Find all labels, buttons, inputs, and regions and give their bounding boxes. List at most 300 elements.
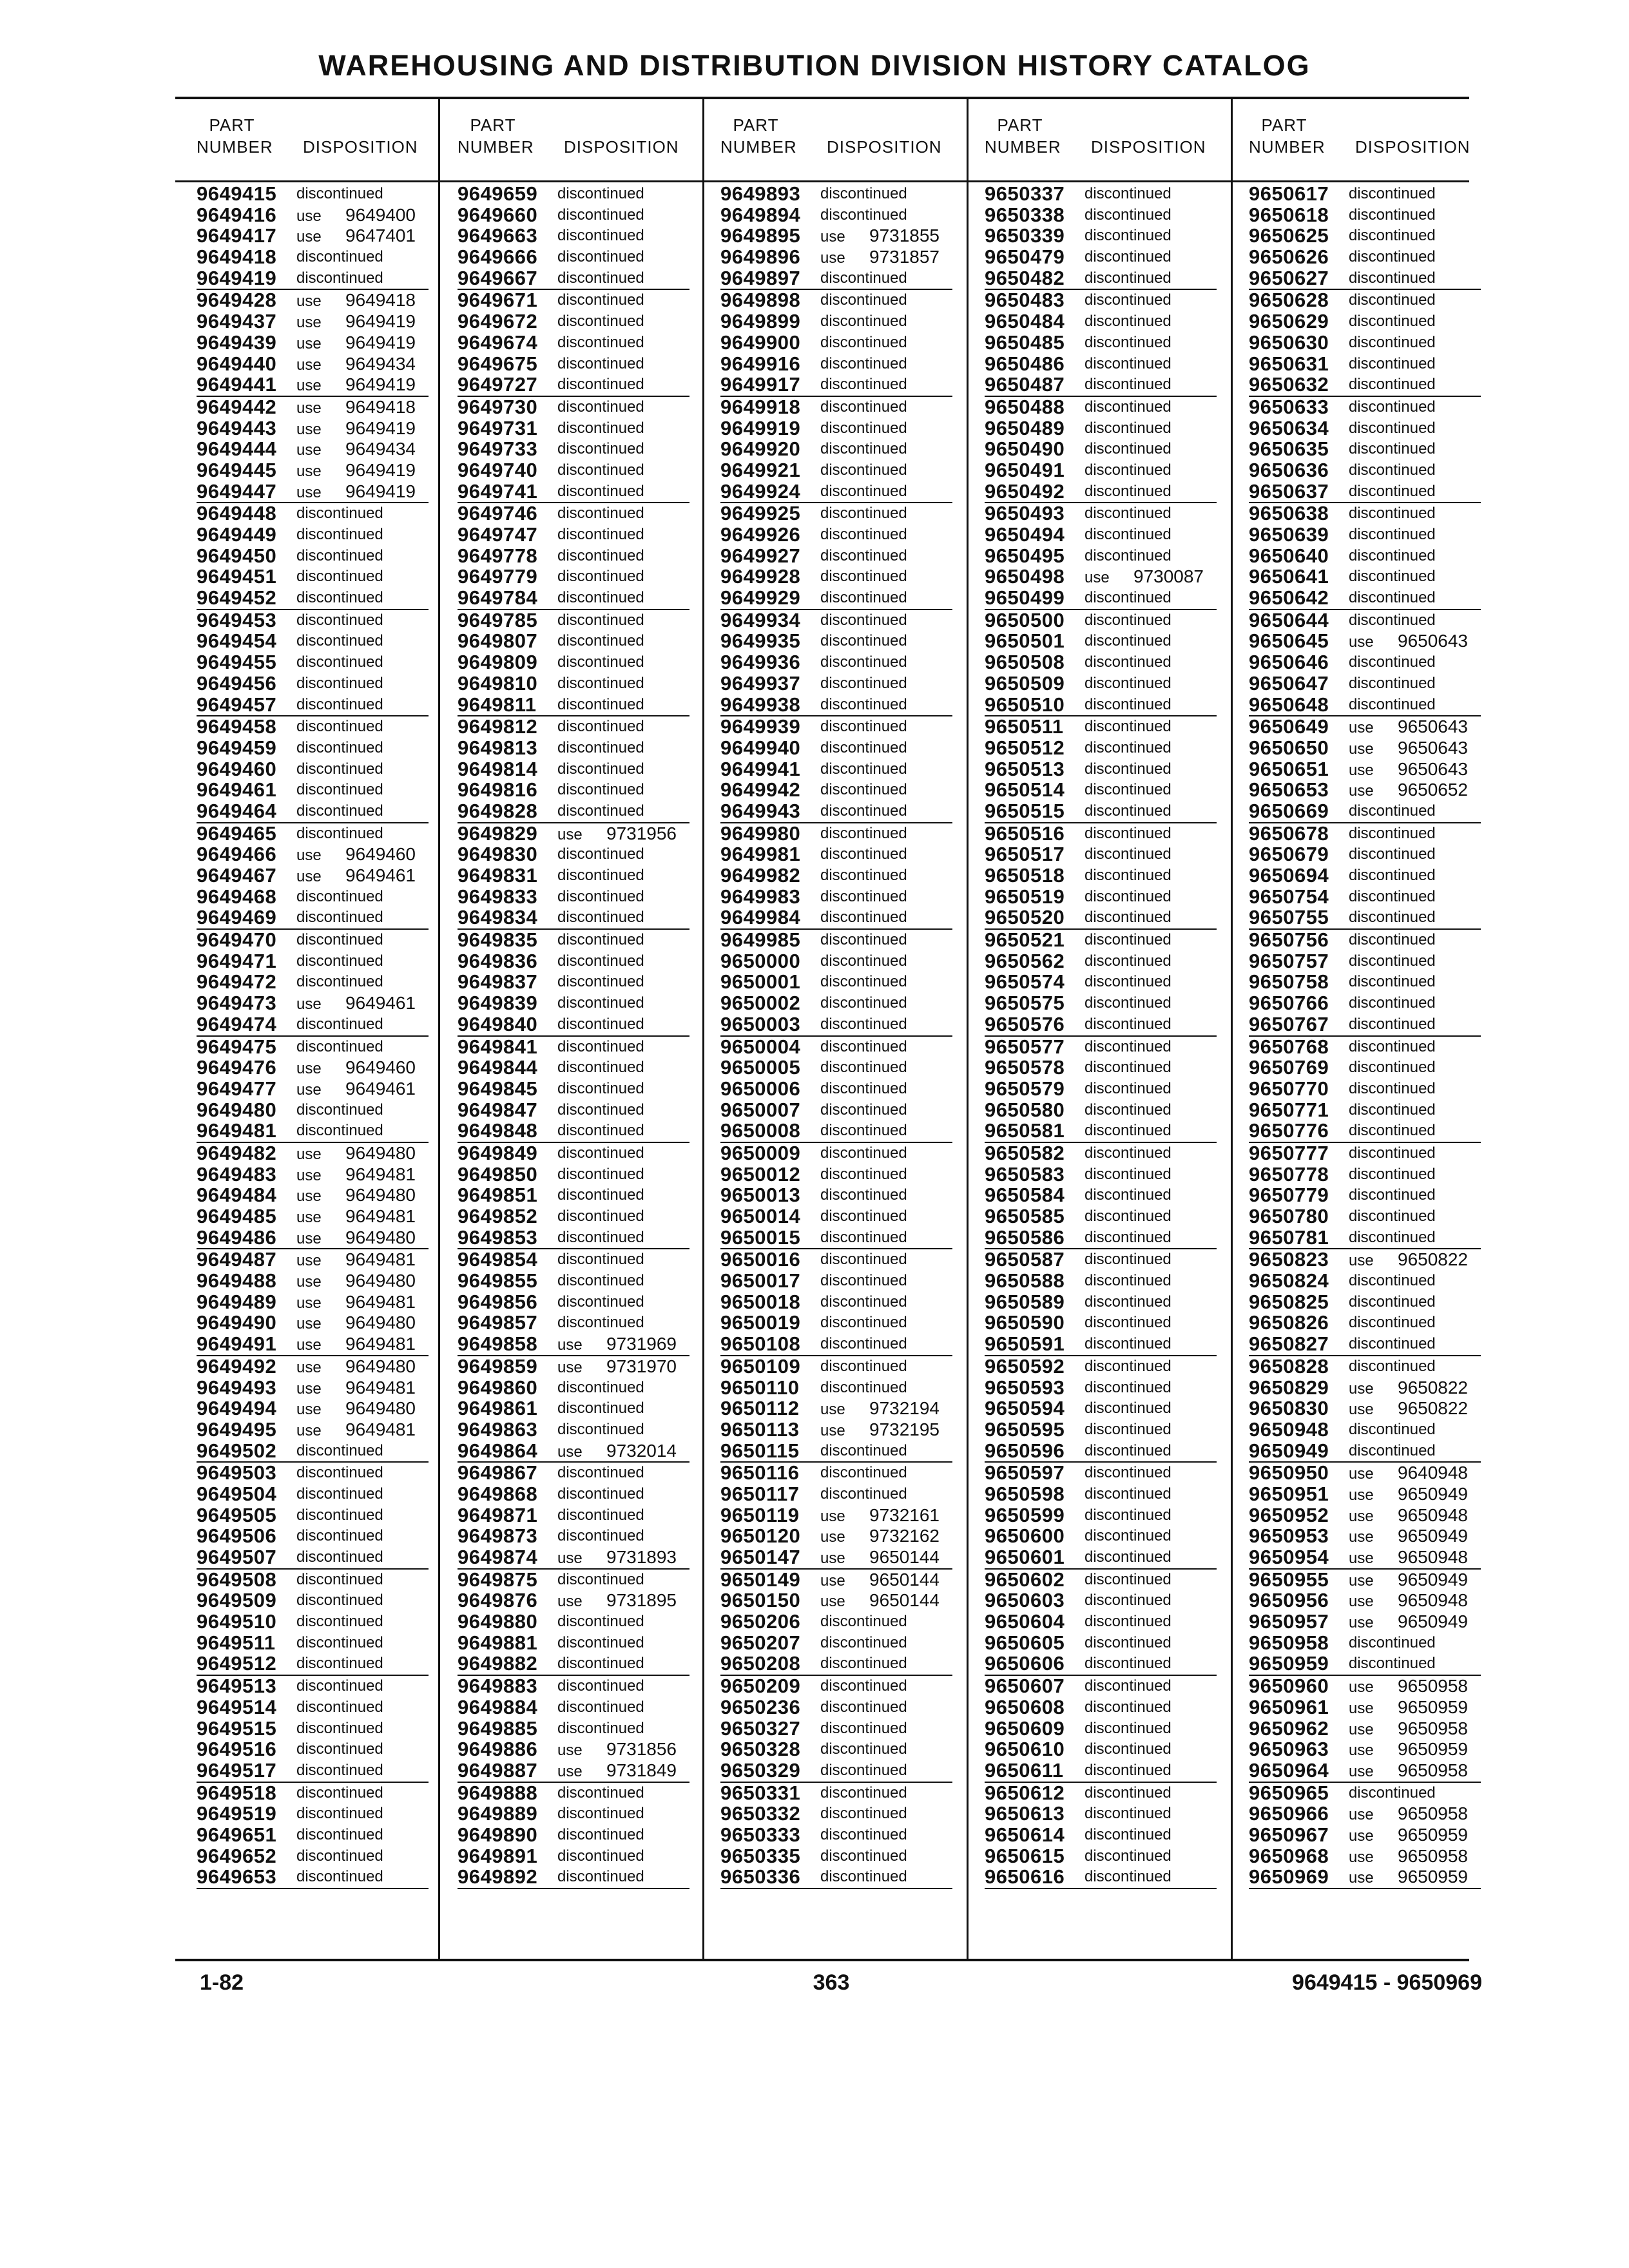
disposition: discontinued bbox=[296, 1868, 383, 1886]
disposition: discontinued bbox=[296, 568, 383, 586]
disposition bbox=[296, 1057, 416, 1080]
catalog-row bbox=[197, 1120, 429, 1143]
part-number: 9650479 bbox=[985, 245, 1065, 269]
catalog-row bbox=[458, 972, 689, 993]
disposition: discontinued bbox=[557, 333, 644, 351]
catalog-row bbox=[1249, 439, 1481, 460]
part-number: 9650003 bbox=[720, 1012, 801, 1035]
disposition: discontinued bbox=[1349, 354, 1436, 372]
disposition: discontinued bbox=[1084, 867, 1171, 884]
replacement-part-number: 9649434 bbox=[345, 353, 416, 374]
part-number: 9649888 bbox=[458, 1781, 538, 1804]
part-number: 9649663 bbox=[458, 224, 538, 247]
part-number: 9650958 bbox=[1249, 1631, 1329, 1654]
disposition: discontinued bbox=[296, 887, 383, 905]
disposition bbox=[1349, 1378, 1468, 1400]
replacement-part-number: 9650144 bbox=[869, 1590, 940, 1611]
part-number: 9650653 bbox=[1249, 778, 1329, 802]
catalog-row bbox=[197, 247, 429, 268]
catalog-row bbox=[458, 481, 689, 504]
disposition: discontinued bbox=[1349, 1272, 1436, 1290]
top-rule bbox=[175, 97, 1469, 99]
part-number: 9650651 bbox=[1249, 757, 1329, 780]
catalog-row bbox=[197, 1484, 429, 1505]
part-number: 9650633 bbox=[1249, 395, 1329, 418]
part-number: 9650585 bbox=[985, 1205, 1065, 1227]
disposition: discontinued bbox=[820, 1015, 907, 1033]
part-number: 9650498 bbox=[985, 565, 1065, 588]
disposition: discontinued bbox=[820, 1847, 907, 1865]
disposition-use: use bbox=[1349, 1699, 1374, 1717]
part-number: 9649856 bbox=[458, 1290, 538, 1313]
part-number: 9650120 bbox=[720, 1524, 801, 1548]
part-number: 9650575 bbox=[985, 992, 1065, 1015]
catalog-row bbox=[985, 1419, 1217, 1441]
disposition: discontinued bbox=[820, 1698, 907, 1716]
part-number: 9650495 bbox=[985, 544, 1065, 567]
disposition: discontinued bbox=[820, 611, 907, 629]
replacement-part-number: 9650822 bbox=[1398, 1398, 1469, 1419]
catalog-row bbox=[458, 887, 689, 908]
part-number: 9649917 bbox=[720, 373, 801, 396]
catalog-row bbox=[197, 1783, 429, 1804]
catalog-row bbox=[197, 865, 429, 887]
disposition: discontinued bbox=[557, 1570, 644, 1588]
catalog-row bbox=[197, 205, 429, 226]
disposition: discontinued bbox=[1349, 1633, 1436, 1651]
part-number: 9650580 bbox=[985, 1098, 1065, 1121]
catalog-row bbox=[458, 1590, 689, 1611]
part-header-label: PART bbox=[209, 115, 255, 135]
disposition: discontinued bbox=[296, 248, 383, 266]
catalog-row bbox=[197, 354, 429, 375]
catalog-row bbox=[458, 801, 689, 823]
disposition: discontinued bbox=[296, 1761, 383, 1779]
disposition: discontinued bbox=[820, 206, 907, 224]
part-number: 9649508 bbox=[197, 1568, 277, 1591]
catalog-row bbox=[458, 1378, 689, 1399]
disposition: discontinued bbox=[820, 674, 907, 692]
catalog-row bbox=[720, 546, 952, 567]
disposition: discontinued bbox=[557, 419, 644, 437]
part-number: 9649779 bbox=[458, 565, 538, 588]
catalog-row bbox=[720, 1419, 952, 1441]
catalog-row bbox=[1249, 738, 1481, 759]
disposition-use: use bbox=[296, 1252, 322, 1270]
catalog-row bbox=[720, 566, 952, 588]
part-number: 9650579 bbox=[985, 1077, 1065, 1100]
catalog-row bbox=[720, 1334, 952, 1356]
catalog-row bbox=[1249, 1570, 1481, 1591]
disposition-use: use bbox=[296, 228, 322, 246]
disposition: discontinued bbox=[1349, 611, 1436, 629]
disposition: discontinued bbox=[1349, 440, 1436, 458]
disposition: discontinued bbox=[296, 718, 383, 736]
part-number: 9650634 bbox=[1249, 416, 1329, 439]
disposition: discontinued bbox=[820, 546, 907, 564]
catalog-row bbox=[985, 823, 1217, 845]
disposition: discontinued bbox=[296, 1847, 383, 1865]
catalog-row bbox=[197, 673, 429, 695]
part-number: 9649900 bbox=[720, 331, 801, 354]
catalog-row bbox=[197, 1441, 429, 1463]
catalog-row bbox=[720, 907, 952, 930]
catalog-row bbox=[985, 1271, 1217, 1292]
catalog-row bbox=[985, 1463, 1217, 1484]
disposition bbox=[296, 374, 416, 397]
catalog-row bbox=[197, 1206, 429, 1227]
catalog-row bbox=[197, 1803, 429, 1825]
catalog-row bbox=[720, 1825, 952, 1846]
catalog-row bbox=[458, 1825, 689, 1846]
catalog-row bbox=[1249, 546, 1481, 567]
part-number: 9649451 bbox=[197, 565, 277, 588]
part-number: 9650509 bbox=[985, 671, 1065, 695]
part-number: 9649883 bbox=[458, 1675, 538, 1698]
replacement-part-number: 9732195 bbox=[869, 1419, 940, 1439]
catalog-row bbox=[458, 1783, 689, 1804]
part-number: 9650593 bbox=[985, 1376, 1065, 1399]
disposition-use: use bbox=[1349, 1827, 1374, 1845]
disposition: discontinued bbox=[1084, 354, 1171, 372]
catalog-row bbox=[197, 1057, 429, 1079]
disposition-header-label: DISPOSITION bbox=[564, 137, 679, 157]
disposition: discontinued bbox=[557, 1207, 644, 1225]
catalog-row bbox=[458, 205, 689, 226]
catalog-row bbox=[985, 439, 1217, 460]
catalog-row bbox=[985, 1100, 1217, 1121]
disposition: discontinued bbox=[557, 1079, 644, 1097]
catalog-row bbox=[1249, 354, 1481, 375]
catalog-row bbox=[985, 631, 1217, 652]
catalog-row bbox=[720, 397, 952, 418]
disposition: discontinued bbox=[557, 1399, 644, 1418]
catalog-row bbox=[720, 374, 952, 397]
catalog-row bbox=[197, 652, 429, 673]
disposition: discontinued bbox=[820, 1805, 907, 1823]
disposition: discontinued bbox=[820, 931, 907, 949]
part-number: 9649667 bbox=[458, 266, 538, 289]
disposition: discontinued bbox=[557, 269, 644, 287]
part-number: 9650669 bbox=[1249, 799, 1329, 822]
replacement-part-number: 9650959 bbox=[1398, 1867, 1469, 1887]
disposition: discontinued bbox=[1349, 1207, 1436, 1225]
disposition: discontinued bbox=[1349, 1186, 1436, 1204]
replacement-part-number: 9649419 bbox=[345, 374, 416, 395]
catalog-row bbox=[985, 652, 1217, 673]
part-number: 9649880 bbox=[458, 1610, 538, 1633]
part-number: 9649731 bbox=[458, 416, 538, 439]
part-number: 9650949 bbox=[1249, 1439, 1329, 1462]
catalog-row bbox=[458, 460, 689, 481]
part-number: 9649916 bbox=[720, 352, 801, 375]
catalog-row bbox=[720, 247, 952, 268]
catalog-row bbox=[1249, 1271, 1481, 1292]
catalog-row bbox=[1249, 332, 1481, 354]
catalog-row bbox=[1249, 972, 1481, 993]
part-number: 9649859 bbox=[458, 1354, 538, 1378]
disposition bbox=[820, 1419, 940, 1442]
part-number: 9650206 bbox=[720, 1610, 801, 1633]
replacement-part-number: 9731855 bbox=[869, 226, 940, 246]
part-number: 9649929 bbox=[720, 586, 801, 610]
catalog-row bbox=[458, 1227, 689, 1250]
disposition: discontinued bbox=[557, 695, 644, 713]
disposition: discontinued bbox=[1349, 653, 1436, 671]
catalog-row bbox=[458, 823, 689, 845]
disposition: discontinued bbox=[820, 1485, 907, 1503]
replacement-part-number: 9649419 bbox=[345, 481, 416, 501]
catalog-row bbox=[458, 268, 689, 291]
part-number: 9650951 bbox=[1249, 1482, 1329, 1505]
part-number: 9649857 bbox=[458, 1311, 538, 1334]
catalog-row bbox=[720, 865, 952, 887]
disposition bbox=[820, 247, 940, 269]
disposition-use: use bbox=[296, 1336, 322, 1354]
catalog-row bbox=[458, 290, 689, 311]
disposition: discontinued bbox=[820, 526, 907, 543]
catalog-row bbox=[458, 1100, 689, 1121]
part-number: 9649514 bbox=[197, 1695, 277, 1718]
disposition: discontinued bbox=[557, 1228, 644, 1246]
replacement-part-number: 9649481 bbox=[345, 1377, 416, 1398]
disposition: discontinued bbox=[820, 1633, 907, 1651]
disposition: discontinued bbox=[1349, 1335, 1436, 1353]
disposition bbox=[557, 1547, 677, 1570]
part-number: 9650584 bbox=[985, 1184, 1065, 1207]
catalog-row bbox=[197, 631, 429, 652]
disposition: discontinued bbox=[1349, 398, 1436, 416]
disposition: discontinued bbox=[1084, 1293, 1171, 1311]
part-number: 9650960 bbox=[1249, 1675, 1329, 1698]
disposition: discontinued bbox=[557, 482, 644, 500]
catalog-row bbox=[197, 887, 429, 908]
catalog-row bbox=[985, 951, 1217, 972]
disposition-use: use bbox=[820, 1550, 845, 1567]
part-number: 9650014 bbox=[720, 1205, 801, 1227]
catalog-row bbox=[458, 354, 689, 375]
catalog-row bbox=[720, 1718, 952, 1740]
disposition-use: use bbox=[1349, 1507, 1374, 1525]
disposition: discontinued bbox=[820, 440, 907, 458]
number-header-label: NUMBER bbox=[1249, 137, 1325, 157]
part-number: 9649778 bbox=[458, 544, 538, 567]
part-number: 9649809 bbox=[458, 651, 538, 674]
catalog-row bbox=[720, 1057, 952, 1079]
disposition: discontinued bbox=[557, 248, 644, 266]
part-number: 9649890 bbox=[458, 1823, 538, 1846]
part-number: 9650113 bbox=[720, 1418, 800, 1441]
disposition: discontinued bbox=[1084, 1698, 1171, 1716]
disposition: discontinued bbox=[1084, 973, 1171, 991]
catalog-row bbox=[1249, 652, 1481, 673]
disposition: discontinued bbox=[1349, 589, 1436, 607]
catalog-row bbox=[985, 268, 1217, 291]
catalog-row bbox=[1249, 1378, 1481, 1399]
catalog-row bbox=[985, 1441, 1217, 1463]
disposition: discontinued bbox=[1349, 1015, 1436, 1033]
footer-page-number: 363 bbox=[813, 1970, 850, 1995]
disposition: discontinued bbox=[1084, 802, 1171, 820]
part-number: 9649482 bbox=[197, 1141, 277, 1164]
catalog-row bbox=[458, 1739, 689, 1760]
catalog-row bbox=[720, 1611, 952, 1633]
disposition: discontinued bbox=[557, 1314, 644, 1332]
part-number: 9650596 bbox=[985, 1439, 1065, 1462]
part-number: 9650493 bbox=[985, 502, 1065, 525]
catalog-row bbox=[1249, 524, 1481, 546]
disposition: discontinued bbox=[557, 1420, 644, 1438]
disposition: discontinued bbox=[820, 1441, 907, 1459]
disposition bbox=[820, 226, 940, 248]
disposition: discontinued bbox=[1084, 1825, 1171, 1843]
disposition: discontinued bbox=[1084, 653, 1171, 671]
disposition bbox=[1349, 1867, 1468, 1889]
catalog-row bbox=[458, 1037, 689, 1058]
part-number: 9649472 bbox=[197, 970, 277, 994]
catalog-row bbox=[985, 1484, 1217, 1505]
part-number: 9649828 bbox=[458, 799, 538, 822]
disposition: discontinued bbox=[296, 1633, 383, 1651]
part-number: 9649919 bbox=[720, 416, 801, 439]
part-number: 9650508 bbox=[985, 651, 1065, 674]
disposition: discontinued bbox=[557, 546, 644, 564]
catalog-row bbox=[1249, 716, 1481, 738]
part-number: 9650823 bbox=[1249, 1248, 1329, 1271]
disposition bbox=[296, 460, 416, 483]
part-number: 9649474 bbox=[197, 1012, 277, 1035]
catalog-row bbox=[1249, 1590, 1481, 1611]
footer-section: 1-82 bbox=[200, 1970, 244, 1995]
replacement-part-number: 9649480 bbox=[345, 1398, 416, 1419]
replacement-part-number: 9650643 bbox=[1398, 758, 1469, 779]
disposition: discontinued bbox=[557, 1719, 644, 1737]
catalog-row bbox=[720, 418, 952, 439]
catalog-row bbox=[458, 1633, 689, 1654]
part-number: 9649740 bbox=[458, 458, 538, 481]
disposition bbox=[296, 1312, 416, 1335]
catalog-row bbox=[1249, 865, 1481, 887]
part-number: 9649875 bbox=[458, 1568, 538, 1591]
part-number: 9649925 bbox=[720, 502, 801, 525]
disposition: discontinued bbox=[1084, 1357, 1171, 1375]
catalog-row bbox=[985, 759, 1217, 780]
catalog-row bbox=[985, 481, 1217, 504]
part-number: 9650488 bbox=[985, 395, 1065, 418]
disposition: discontinued bbox=[1084, 1314, 1171, 1332]
catalog-row bbox=[197, 907, 429, 930]
replacement-part-number: 9649480 bbox=[345, 1312, 416, 1333]
replacement-part-number: 9731856 bbox=[606, 1739, 677, 1760]
catalog-row bbox=[197, 503, 429, 524]
disposition: discontinued bbox=[1084, 248, 1171, 266]
part-number: 9650600 bbox=[985, 1524, 1065, 1548]
part-number: 9650518 bbox=[985, 864, 1065, 887]
catalog-row bbox=[197, 1419, 429, 1441]
disposition: discontinued bbox=[820, 1251, 907, 1269]
disposition-use: use bbox=[1349, 1571, 1374, 1590]
disposition: discontinued bbox=[557, 1378, 644, 1396]
disposition: discontinued bbox=[296, 760, 383, 778]
disposition: discontinued bbox=[557, 568, 644, 586]
catalog-row bbox=[985, 1867, 1217, 1889]
replacement-part-number: 9731970 bbox=[606, 1356, 677, 1376]
catalog-row bbox=[458, 503, 689, 524]
part-number: 9650574 bbox=[985, 970, 1065, 994]
catalog-row bbox=[720, 1633, 952, 1654]
part-number: 9650015 bbox=[720, 1225, 801, 1249]
catalog-row bbox=[985, 1505, 1217, 1526]
part-number: 9649814 bbox=[458, 757, 538, 780]
replacement-part-number: 9647401 bbox=[345, 226, 416, 246]
part-number: 9649727 bbox=[458, 373, 538, 396]
catalog-row bbox=[458, 1334, 689, 1356]
disposition bbox=[1349, 1249, 1468, 1272]
part-number: 9649471 bbox=[197, 949, 277, 972]
part-number: 9649504 bbox=[197, 1482, 277, 1505]
part-number: 9650956 bbox=[1249, 1589, 1329, 1612]
catalog-row bbox=[197, 268, 429, 291]
disposition-use: use bbox=[296, 995, 322, 1014]
part-number: 9650577 bbox=[985, 1035, 1065, 1058]
disposition: discontinued bbox=[557, 611, 644, 629]
catalog-row bbox=[458, 1505, 689, 1526]
number-header-label: NUMBER bbox=[458, 137, 534, 157]
disposition-header-label: DISPOSITION bbox=[303, 137, 418, 157]
replacement-part-number: 9650822 bbox=[1398, 1377, 1469, 1398]
catalog-row bbox=[720, 930, 952, 951]
catalog-row bbox=[1249, 887, 1481, 908]
disposition: discontinued bbox=[1084, 1420, 1171, 1438]
part-number: 9649675 bbox=[458, 352, 538, 375]
disposition-use: use bbox=[296, 1060, 322, 1078]
disposition: discontinued bbox=[820, 333, 907, 351]
disposition: discontinued bbox=[557, 1144, 644, 1162]
catalog-row bbox=[458, 1312, 689, 1334]
catalog-row bbox=[720, 1143, 952, 1164]
part-number: 9650631 bbox=[1249, 352, 1329, 375]
part-header-label: PART bbox=[733, 115, 779, 135]
part-number: 9650562 bbox=[985, 949, 1065, 972]
part-number: 9650614 bbox=[985, 1823, 1065, 1846]
catalog-row bbox=[1249, 226, 1481, 247]
catalog-row bbox=[985, 354, 1217, 375]
disposition-use: use bbox=[1349, 1252, 1374, 1270]
disposition bbox=[296, 1334, 416, 1356]
part-number: 9649924 bbox=[720, 479, 801, 503]
disposition: discontinued bbox=[1349, 461, 1436, 479]
part-number: 9650119 bbox=[720, 1503, 800, 1526]
part-number: 9650646 bbox=[1249, 651, 1329, 674]
disposition-use: use bbox=[557, 1550, 583, 1567]
catalog-row bbox=[197, 823, 429, 845]
disposition: discontinued bbox=[1349, 1441, 1436, 1459]
part-number: 9649835 bbox=[458, 928, 538, 952]
disposition bbox=[1349, 1611, 1468, 1634]
disposition bbox=[557, 1739, 677, 1762]
catalog-row bbox=[1249, 695, 1481, 717]
part-number: 9649816 bbox=[458, 778, 538, 802]
replacement-part-number: 9650959 bbox=[1398, 1696, 1469, 1717]
part-number: 9649671 bbox=[458, 289, 538, 312]
catalog-row bbox=[1249, 1334, 1481, 1356]
part-number: 9650110 bbox=[720, 1376, 800, 1399]
catalog-row bbox=[458, 780, 689, 801]
disposition: discontinued bbox=[296, 1655, 383, 1673]
catalog-row bbox=[197, 759, 429, 780]
part-number: 9649939 bbox=[720, 715, 801, 738]
disposition: discontinued bbox=[557, 291, 644, 309]
